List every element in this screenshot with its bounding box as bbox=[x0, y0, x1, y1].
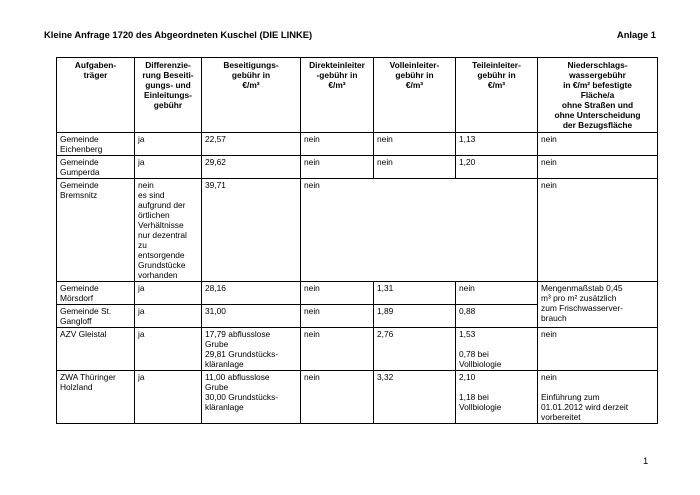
cell-traeger: ZWA Thüringer Holzland bbox=[57, 371, 135, 424]
cell-differenzierung: nein es sind aufgrund der örtlichen Verhältnisse nur dezentral zu entsorgende Grundstücke vorhanden bbox=[135, 179, 202, 282]
cell-niederschlag: nein Einführung zum 01.01.2012 wird derzeit vorbereitet bbox=[538, 371, 658, 424]
header-differenzierung: Differenzie- rung Beseiti- gungs- und Einleitungs- gebühr bbox=[135, 58, 202, 133]
cell-voll: 1,89 bbox=[374, 305, 456, 328]
cell-traeger: Gemeinde Eichenberg bbox=[57, 133, 135, 156]
document-title: Kleine Anfrage 1720 des Abgeordneten Kuschel (DIE LINKE) bbox=[44, 29, 313, 40]
header-aufgabentraeger: Aufgaben- träger bbox=[57, 58, 135, 133]
cell-teil: nein bbox=[456, 282, 538, 305]
cell-differenzierung: ja bbox=[135, 328, 202, 371]
cell-beseitigung: 17,79 abflusslose Grube 29,81 Grundstücks- kläranlage bbox=[202, 328, 301, 371]
cell-direkt: nein bbox=[301, 133, 374, 156]
table-header-row bbox=[57, 58, 658, 133]
cell-differenzierung: ja bbox=[135, 156, 202, 179]
cell-niederschlag: nein bbox=[538, 179, 658, 282]
header-niederschlagswasser: Niederschlags- wassergebühr in €/m² befestigte Fläche/a ohne Straßen und ohne Unterscheidung der Bezugsfläche bbox=[538, 58, 658, 133]
cell-beseitigung: 11,00 abflusslose Grube 30,00 Grundstücks- kläranlage bbox=[202, 371, 301, 424]
cell-direkt: nein bbox=[301, 156, 374, 179]
cell-differenzierung: ja bbox=[135, 282, 202, 305]
cell-teil: 2,10 1,18 bei Vollbiologie bbox=[456, 371, 538, 424]
cell-voll: nein bbox=[374, 133, 456, 156]
cell-direkt: nein bbox=[301, 282, 374, 305]
cell-teil: 0,88 bbox=[456, 305, 538, 328]
fee-table bbox=[56, 57, 658, 424]
cell-beseitigung: 31,00 bbox=[202, 305, 301, 328]
cell-niederschlag: nein bbox=[538, 156, 658, 179]
cell-differenzierung: ja bbox=[135, 371, 202, 424]
table-row bbox=[57, 328, 658, 371]
header-volleinleiter: Volleinleiter- gebühr in €/m³ bbox=[374, 58, 456, 133]
cell-traeger: Gemeinde St. Gangloff bbox=[57, 305, 135, 328]
cell-differenzierung: ja bbox=[135, 133, 202, 156]
cell-teil: 1,20 bbox=[456, 156, 538, 179]
annex-label: Anlage 1 bbox=[616, 29, 656, 40]
table-row bbox=[57, 133, 658, 156]
cell-voll: nein bbox=[374, 156, 456, 179]
header-beseitigungsgebuehr: Beseitigungs- gebühr in €/m³ bbox=[202, 58, 301, 133]
header-teileinleiter: Teileinleiter- gebühr in €/m³ bbox=[456, 58, 538, 133]
cell-niederschlag: nein bbox=[538, 328, 658, 371]
cell-direkt: nein bbox=[301, 328, 374, 371]
table-row bbox=[57, 282, 658, 305]
cell-traeger: AZV Gleistal bbox=[57, 328, 135, 371]
cell-voll: 1,31 bbox=[374, 282, 456, 305]
page-number: 1 bbox=[643, 455, 649, 466]
cell-traeger: Gemeinde Mörsdorf bbox=[57, 282, 135, 305]
cell-direkt-merged: nein bbox=[301, 179, 538, 282]
cell-direkt: nein bbox=[301, 371, 374, 424]
table-row bbox=[57, 156, 658, 179]
cell-traeger: Gemeinde Bremsnitz bbox=[57, 179, 135, 282]
cell-teil: 1,13 bbox=[456, 133, 538, 156]
cell-niederschlag: nein bbox=[538, 133, 658, 156]
cell-beseitigung: 29,62 bbox=[202, 156, 301, 179]
cell-voll: 3,32 bbox=[374, 371, 456, 424]
cell-beseitigung: 28,16 bbox=[202, 282, 301, 305]
cell-traeger: Gemeinde Gumperda bbox=[57, 156, 135, 179]
cell-beseitigung: 39,71 bbox=[202, 179, 301, 282]
cell-niederschlag-merged: Mengenmaßstab 0,45 m³ pro m² zusätzlich zum Frischwasserver- brauch bbox=[538, 282, 658, 328]
cell-voll: 2,76 bbox=[374, 328, 456, 371]
header-direkteinleiter: Direkteinleiter -gebühr in €/m³ bbox=[301, 58, 374, 133]
cell-teil: 1,53 0,78 bei Vollbiologie bbox=[456, 328, 538, 371]
cell-differenzierung: ja bbox=[135, 305, 202, 328]
table-row bbox=[57, 179, 658, 282]
cell-beseitigung: 22,57 bbox=[202, 133, 301, 156]
table-row bbox=[57, 371, 658, 424]
cell-direkt: nein bbox=[301, 305, 374, 328]
